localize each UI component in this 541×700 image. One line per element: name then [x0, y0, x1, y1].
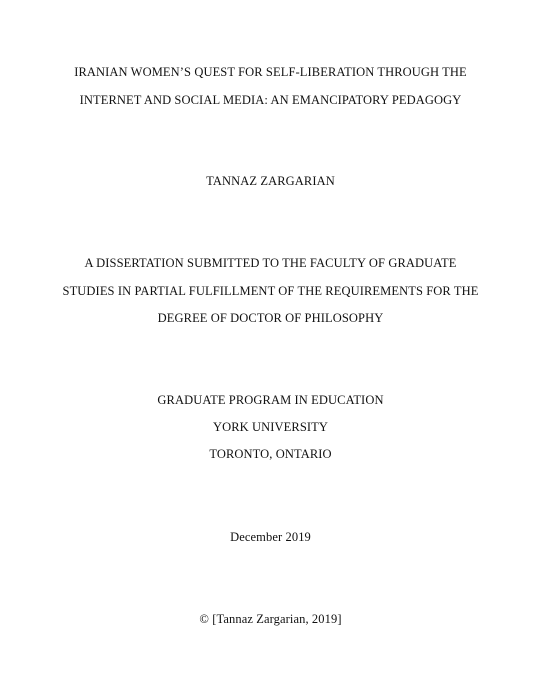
university-location: TORONTO, ONTARIO [209, 447, 332, 461]
copyright-notice: © [Tannaz Zargarian, 2019] [199, 612, 342, 626]
title-line-2: INTERNET AND SOCIAL MEDIA: AN EMANCIPATORY PEDAGOGY [79, 93, 462, 107]
submission-line-2: STUDIES IN PARTIAL FULFILLMENT OF THE REQUIREMENTS FOR THE [62, 284, 479, 298]
title-line-1: IRANIAN WOMEN’S QUEST FOR SELF-LIBERATION THROUGH THE [74, 65, 467, 79]
university-name: YORK UNIVERSITY [212, 420, 329, 434]
graduate-program: GRADUATE PROGRAM IN EDUCATION [157, 393, 384, 407]
submission-date: December 2019 [230, 530, 311, 544]
submission-line-1: A DISSERTATION SUBMITTED TO THE FACULTY OF GRADUATE [84, 256, 457, 270]
submission-line-3: DEGREE OF DOCTOR OF PHILOSOPHY [157, 311, 384, 325]
author-name: TANNAZ ZARGARIAN [206, 174, 335, 188]
